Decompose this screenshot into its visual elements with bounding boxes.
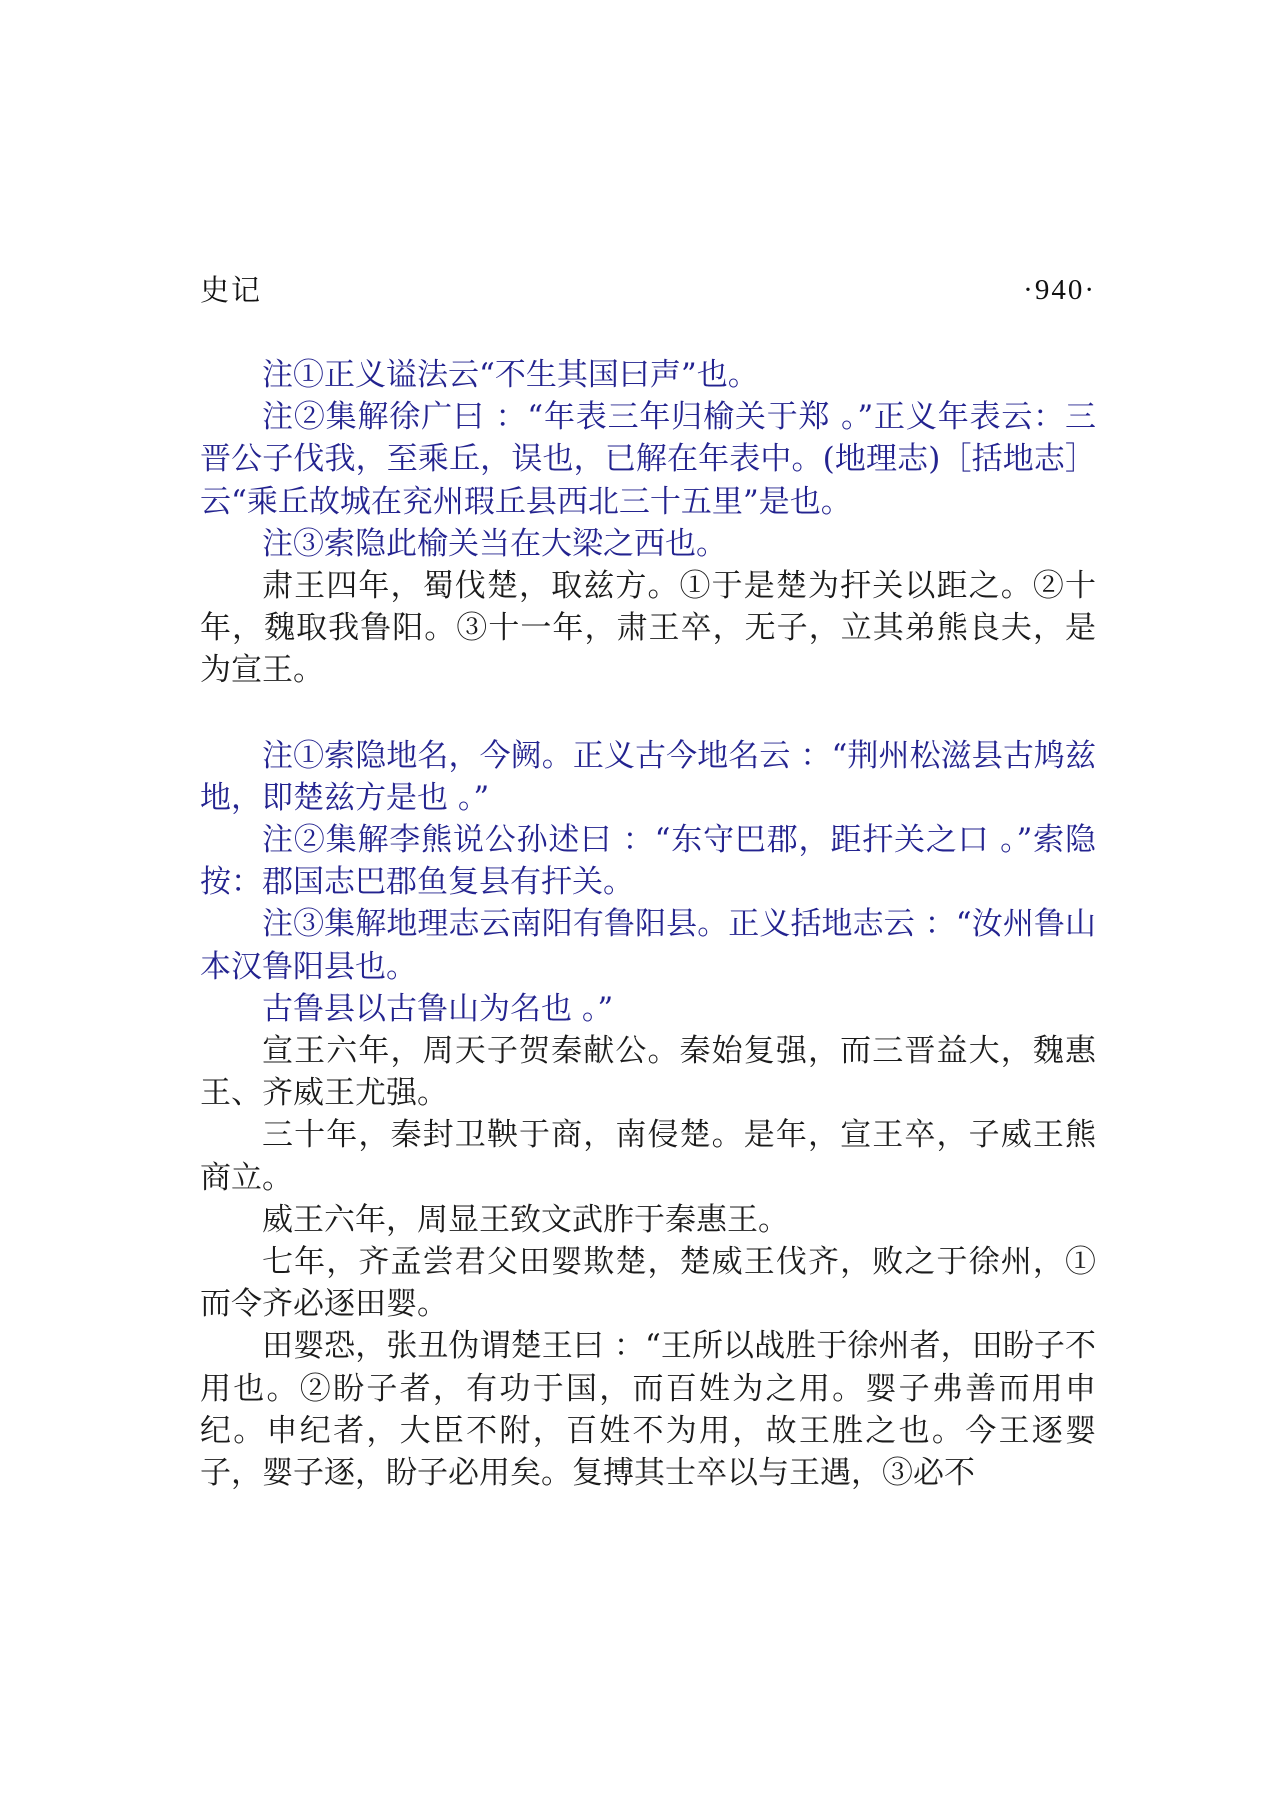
book-title: 史记 <box>200 273 263 307</box>
body-paragraph: 威王六年，周显王致文武胙于秦惠王。 <box>262 1201 789 1238</box>
annotation-paragraph: 古鲁县以古鲁山为名也 。” <box>262 990 614 1027</box>
body-paragraph: 七年，齐孟尝君父田婴欺楚，楚威王伐齐，败之于徐州，①而令齐必逐田婴。 <box>200 1244 1096 1323</box>
body-paragraph: 肃王四年，蜀伐楚，取兹方。①于是楚为扞关以距之。②十年，魏取我鲁阳。③十一年，肃王卒，无子，立其弟熊良夫，是为宣王。 <box>200 568 1096 689</box>
annotation-paragraph: 注②集解李熊说公孙述曰 ：“东守巴郡，距扞关之口 。”索隐按：郡国志巴郡鱼复县有扞关。 <box>200 822 1096 901</box>
annotation-paragraph: 注①正义谥法云“不生其国曰声”也。 <box>262 357 759 393</box>
annotation-paragraph: 注③集解地理志云南阳有鲁阳县。正义括地志云 ：“汝州鲁山本汉鲁阳县也。 <box>200 906 1096 985</box>
annotation-paragraph: 注②集解徐广曰 ：“年表三年归榆关于郑 。”正义年表云：三晋公子伐我，至乘丘，误也，已解在年表中。(地理志)［括地志］云“乘丘故城在兖州瑕丘县西北三十五里”是也。 <box>200 399 1096 520</box>
annotation-paragraph: 注③索隐此榆关当在大梁之西也。 <box>262 525 727 562</box>
body-paragraph: 宣王六年，周天子贺秦献公。秦始复强，而三晋益大，魏惠王、齐威王尤强。 <box>200 1033 1096 1112</box>
page-number: ·940· <box>1023 274 1096 306</box>
page-header <box>200 268 1096 312</box>
page-body <box>200 354 1096 1494</box>
body-paragraph: 三十年，秦封卫鞅于商，南侵楚。是年，宣王卒，子威王熊商立。 <box>200 1117 1096 1196</box>
body-paragraph: 田婴恐，张丑伪谓楚王曰 ：“王所以战胜于徐州者，田盼子不用也。②盼子者，有功于国，而百姓为之用。婴子弗善而用申纪。申纪者，大臣不附，百姓不为用，故王胜之也。今王逐婴子，婴子逐，盼子必用矣。复搏其士卒以与王遇，③必不 <box>200 1328 1096 1492</box>
annotation-paragraph: 注①索隐地名，今阙。正义古今地名云 ：“荆州松滋县古鸠兹地，即楚兹方是也 。” <box>200 737 1096 816</box>
paragraph-spacer <box>200 692 1096 735</box>
